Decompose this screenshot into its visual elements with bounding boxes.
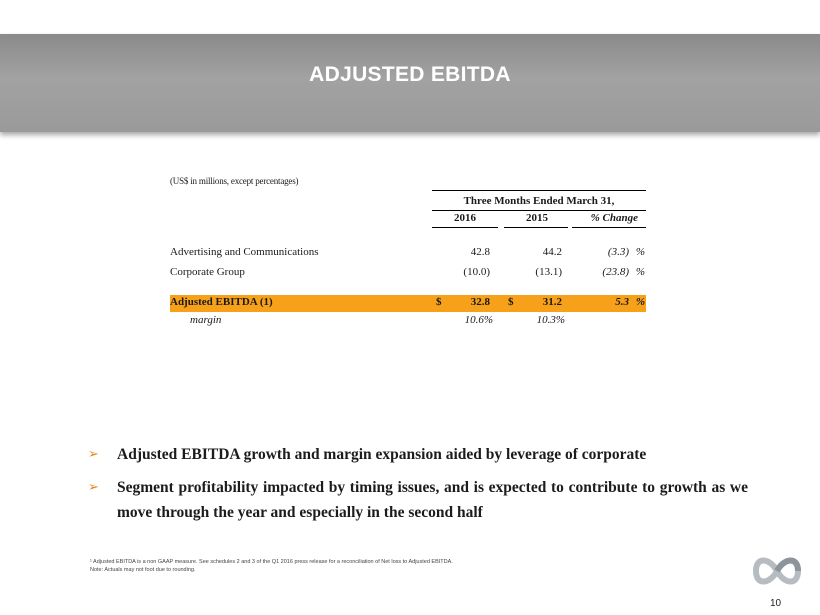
arrow-bullet-icon: ➢ (88, 480, 99, 495)
page-number: 10 (770, 598, 782, 609)
col-header-change: % Change (590, 212, 638, 224)
value-2016: (10.0) (463, 266, 490, 278)
value-change: (3.3) (607, 246, 629, 258)
row-label: Corporate Group (170, 266, 245, 278)
header-top-rule (432, 190, 646, 191)
page-title: ADJUSTED EBITDA (309, 63, 511, 86)
margin-2016: 10.6% (464, 314, 493, 326)
pct-sign: % (635, 296, 645, 308)
currency-symbol: $ (436, 296, 442, 308)
value-2016: 42.8 (470, 246, 490, 258)
value-2015: (13.1) (535, 266, 562, 278)
bullet-text: Adjusted EBITDA growth and margin expansion aided by leverage of corporate (117, 446, 647, 463)
total-2015: 31.2 (542, 296, 562, 308)
total-change: 5.3 (615, 296, 629, 308)
infinity-logo-icon (752, 548, 802, 594)
footnotes (90, 558, 453, 574)
pct-sign: % (635, 266, 645, 278)
margin-label: margin (190, 314, 222, 326)
footnote: ¹ Adjusted EBITDA is a non GAAP measure. See schedules 2 and 3 of the Q1 2016 press release for a reconciliation of Net loss to Adjusted EBITDA. (90, 559, 453, 565)
col-header-2016: 2016 (454, 212, 476, 224)
title-banner (0, 34, 820, 132)
col-header-2015: 2015 (526, 212, 548, 224)
pct-sign: % (635, 246, 645, 258)
arrow-bullet-icon: ➢ (88, 447, 99, 462)
list-item (88, 442, 748, 467)
underline-2015 (504, 227, 568, 228)
bullet-text: Segment profitability impacted by timing issues, and is expected to contribute to growth as we move through the year and especially in the second half (117, 479, 748, 521)
list-item (88, 475, 748, 525)
underline-change (572, 227, 646, 228)
currency-symbol: $ (508, 296, 514, 308)
row-label: Advertising and Communications (170, 246, 319, 258)
underline-2016 (432, 227, 498, 228)
total-2016: 32.8 (470, 296, 490, 308)
period-header: Three Months Ended March 31, (463, 195, 615, 207)
footnote-note: Note: Actuals may not foot due to rounding. (90, 567, 196, 573)
bullet-list (88, 442, 748, 533)
value-2015: 44.2 (542, 246, 562, 258)
header-rule (432, 210, 646, 211)
value-change: (23.8) (602, 266, 629, 278)
margin-2015: 10.3% (536, 314, 565, 326)
total-label: Adjusted EBITDA (1) (170, 296, 273, 308)
units-note: (US$ in millions, except percentages) (170, 176, 299, 186)
